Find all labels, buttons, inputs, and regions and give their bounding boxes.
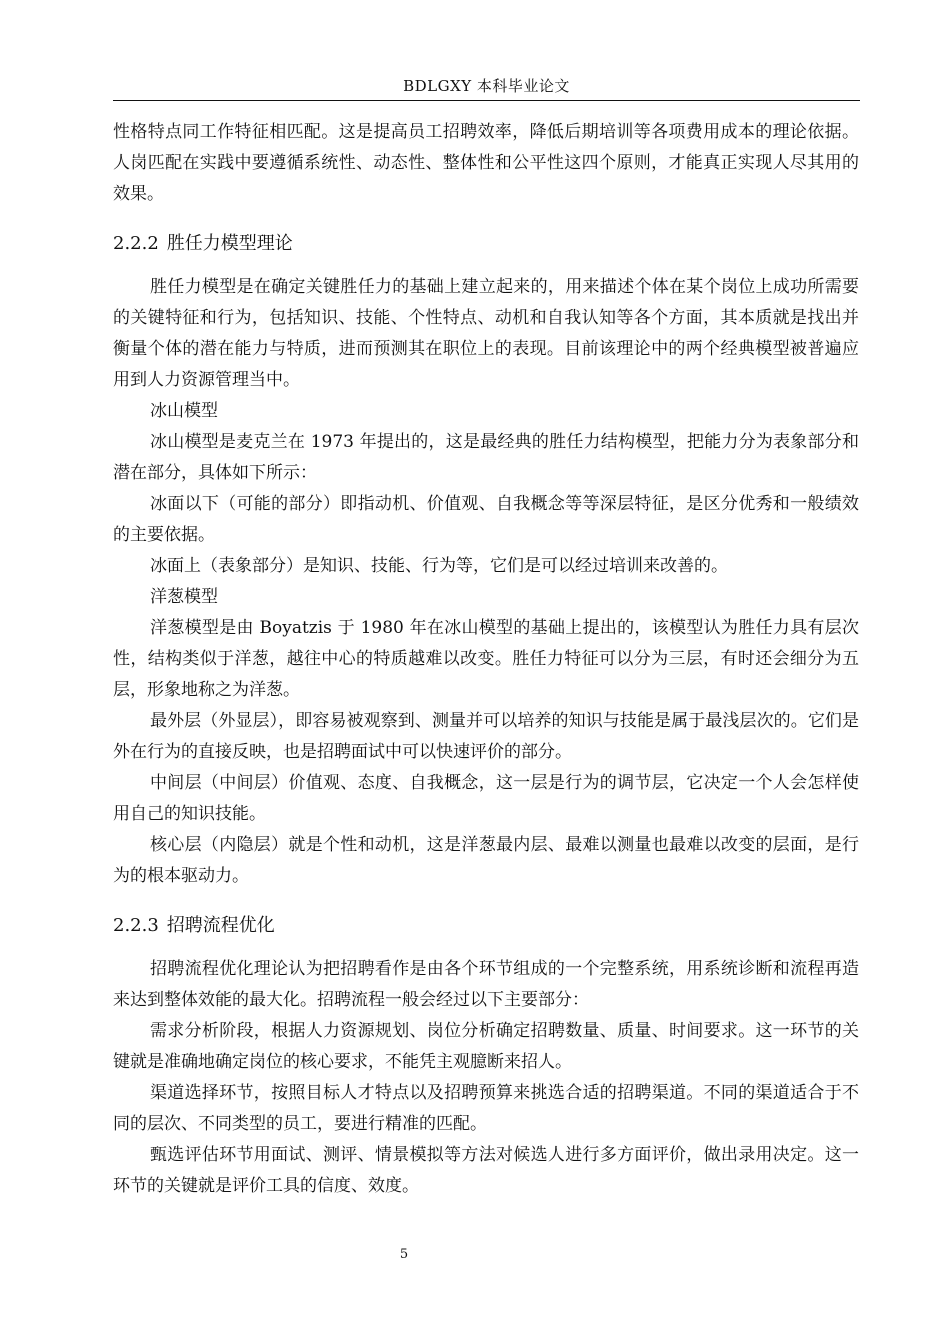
paragraph-demand-analysis: 需求分析阶段，根据人力资源规划、岗位分析确定招聘数量、质量、时间要求。这一环节的关键就是准确地确定岗位的核心要求，不能凭主观臆断来招人。 <box>113 1021 859 1072</box>
header-rule <box>113 100 860 101</box>
paragraph-competency-model: 胜任力模型是在确定关键胜任力的基础上建立起来的，用来描述个体在某个岗位上成功所需要的关键特征和行为，包括知识、技能、个性特点、动机和自我认知等各个方面，其本质就是找出并衡量个体的潜在能力与特质，进而预测其在职位上的表现。目前该理论中的两个经典模型被普遍应用到人力资源管理当中。 <box>113 277 859 390</box>
paragraph-screening-evaluation: 甄选评估环节用面试、测评、情景模拟等方法对候选人进行多方面评价，做出录用决定。这一环节的关键就是评价工具的信度、效度。 <box>113 1145 859 1196</box>
running-header: BDLGXY 本科毕业论文 <box>403 77 570 95</box>
section-number: 2.2.2 <box>113 233 159 254</box>
section-title: 招聘流程优化 <box>166 915 275 936</box>
section-heading-2-2-3 <box>113 914 859 938</box>
section-number: 2.2.3 <box>113 915 159 936</box>
paragraph-channel-selection: 渠道选择环节，按照目标人才特点以及招聘预算来挑选合适的招聘渠道。不同的渠道适合于不同的层次、不同类型的员工，要进行精准的匹配。 <box>113 1083 859 1134</box>
paragraph-iceberg-above: 冰面上（表象部分）是知识、技能、行为等，它们是可以经过培训来改善的。 <box>150 556 728 576</box>
section-heading-2-2-2 <box>113 232 859 256</box>
paragraph-onion-title: 洋葱模型 <box>150 587 218 607</box>
page-number: 5 <box>399 1247 409 1262</box>
paragraph-intro: 性格特点同工作特征相匹配。这是提高员工招聘效率，降低后期培训等各项费用成本的理论依据。人岗匹配在实践中要遵循系统性、动态性、整体性和公平性这四个原则，才能真正实现人尽其用的效果。 <box>113 122 859 204</box>
paragraph-iceberg-intro: 冰山模型是麦克兰在 1973 年提出的，这是最经典的胜任力结构模型，把能力分为表象部分和潜在部分，具体如下所示： <box>113 432 859 483</box>
paragraph-onion-middle: 中间层（中间层）价值观、态度、自我概念，这一层是行为的调节层，它决定一个人会怎样使用自己的知识技能。 <box>113 773 859 824</box>
page-body <box>113 117 859 1202</box>
paragraph-onion-intro: 洋葱模型是由 Boyatzis 于 1980 年在冰山模型的基础上提出的，该模型认为胜任力具有层次性，结构类似于洋葱，越往中心的特质越难以改变。胜任力特征可以分为三层，有时还会细分为五层，形象地称之为洋葱。 <box>113 618 859 700</box>
paragraph-iceberg-below: 冰面以下（可能的部分）即指动机、价值观、自我概念等等深层特征，是区分优秀和一般绩效的主要依据。 <box>113 494 859 545</box>
section-title: 胜任力模型理论 <box>166 233 293 254</box>
paragraph-onion-core: 核心层（内隐层）就是个性和动机，这是洋葱最内层、最难以测量也最难以改变的层面，是行为的根本驱动力。 <box>113 835 859 886</box>
paragraph-iceberg-title: 冰山模型 <box>150 401 218 421</box>
paragraph-onion-outer: 最外层（外显层），即容易被观察到、测量并可以培养的知识与技能是属于最浅层次的。它们是外在行为的直接反映，也是招聘面试中可以快速评价的部分。 <box>113 711 859 762</box>
paragraph-recruitment-intro: 招聘流程优化理论认为把招聘看作是由各个环节组成的一个完整系统，用系统诊断和流程再造来达到整体效能的最大化。招聘流程一般会经过以下主要部分： <box>113 959 859 1010</box>
